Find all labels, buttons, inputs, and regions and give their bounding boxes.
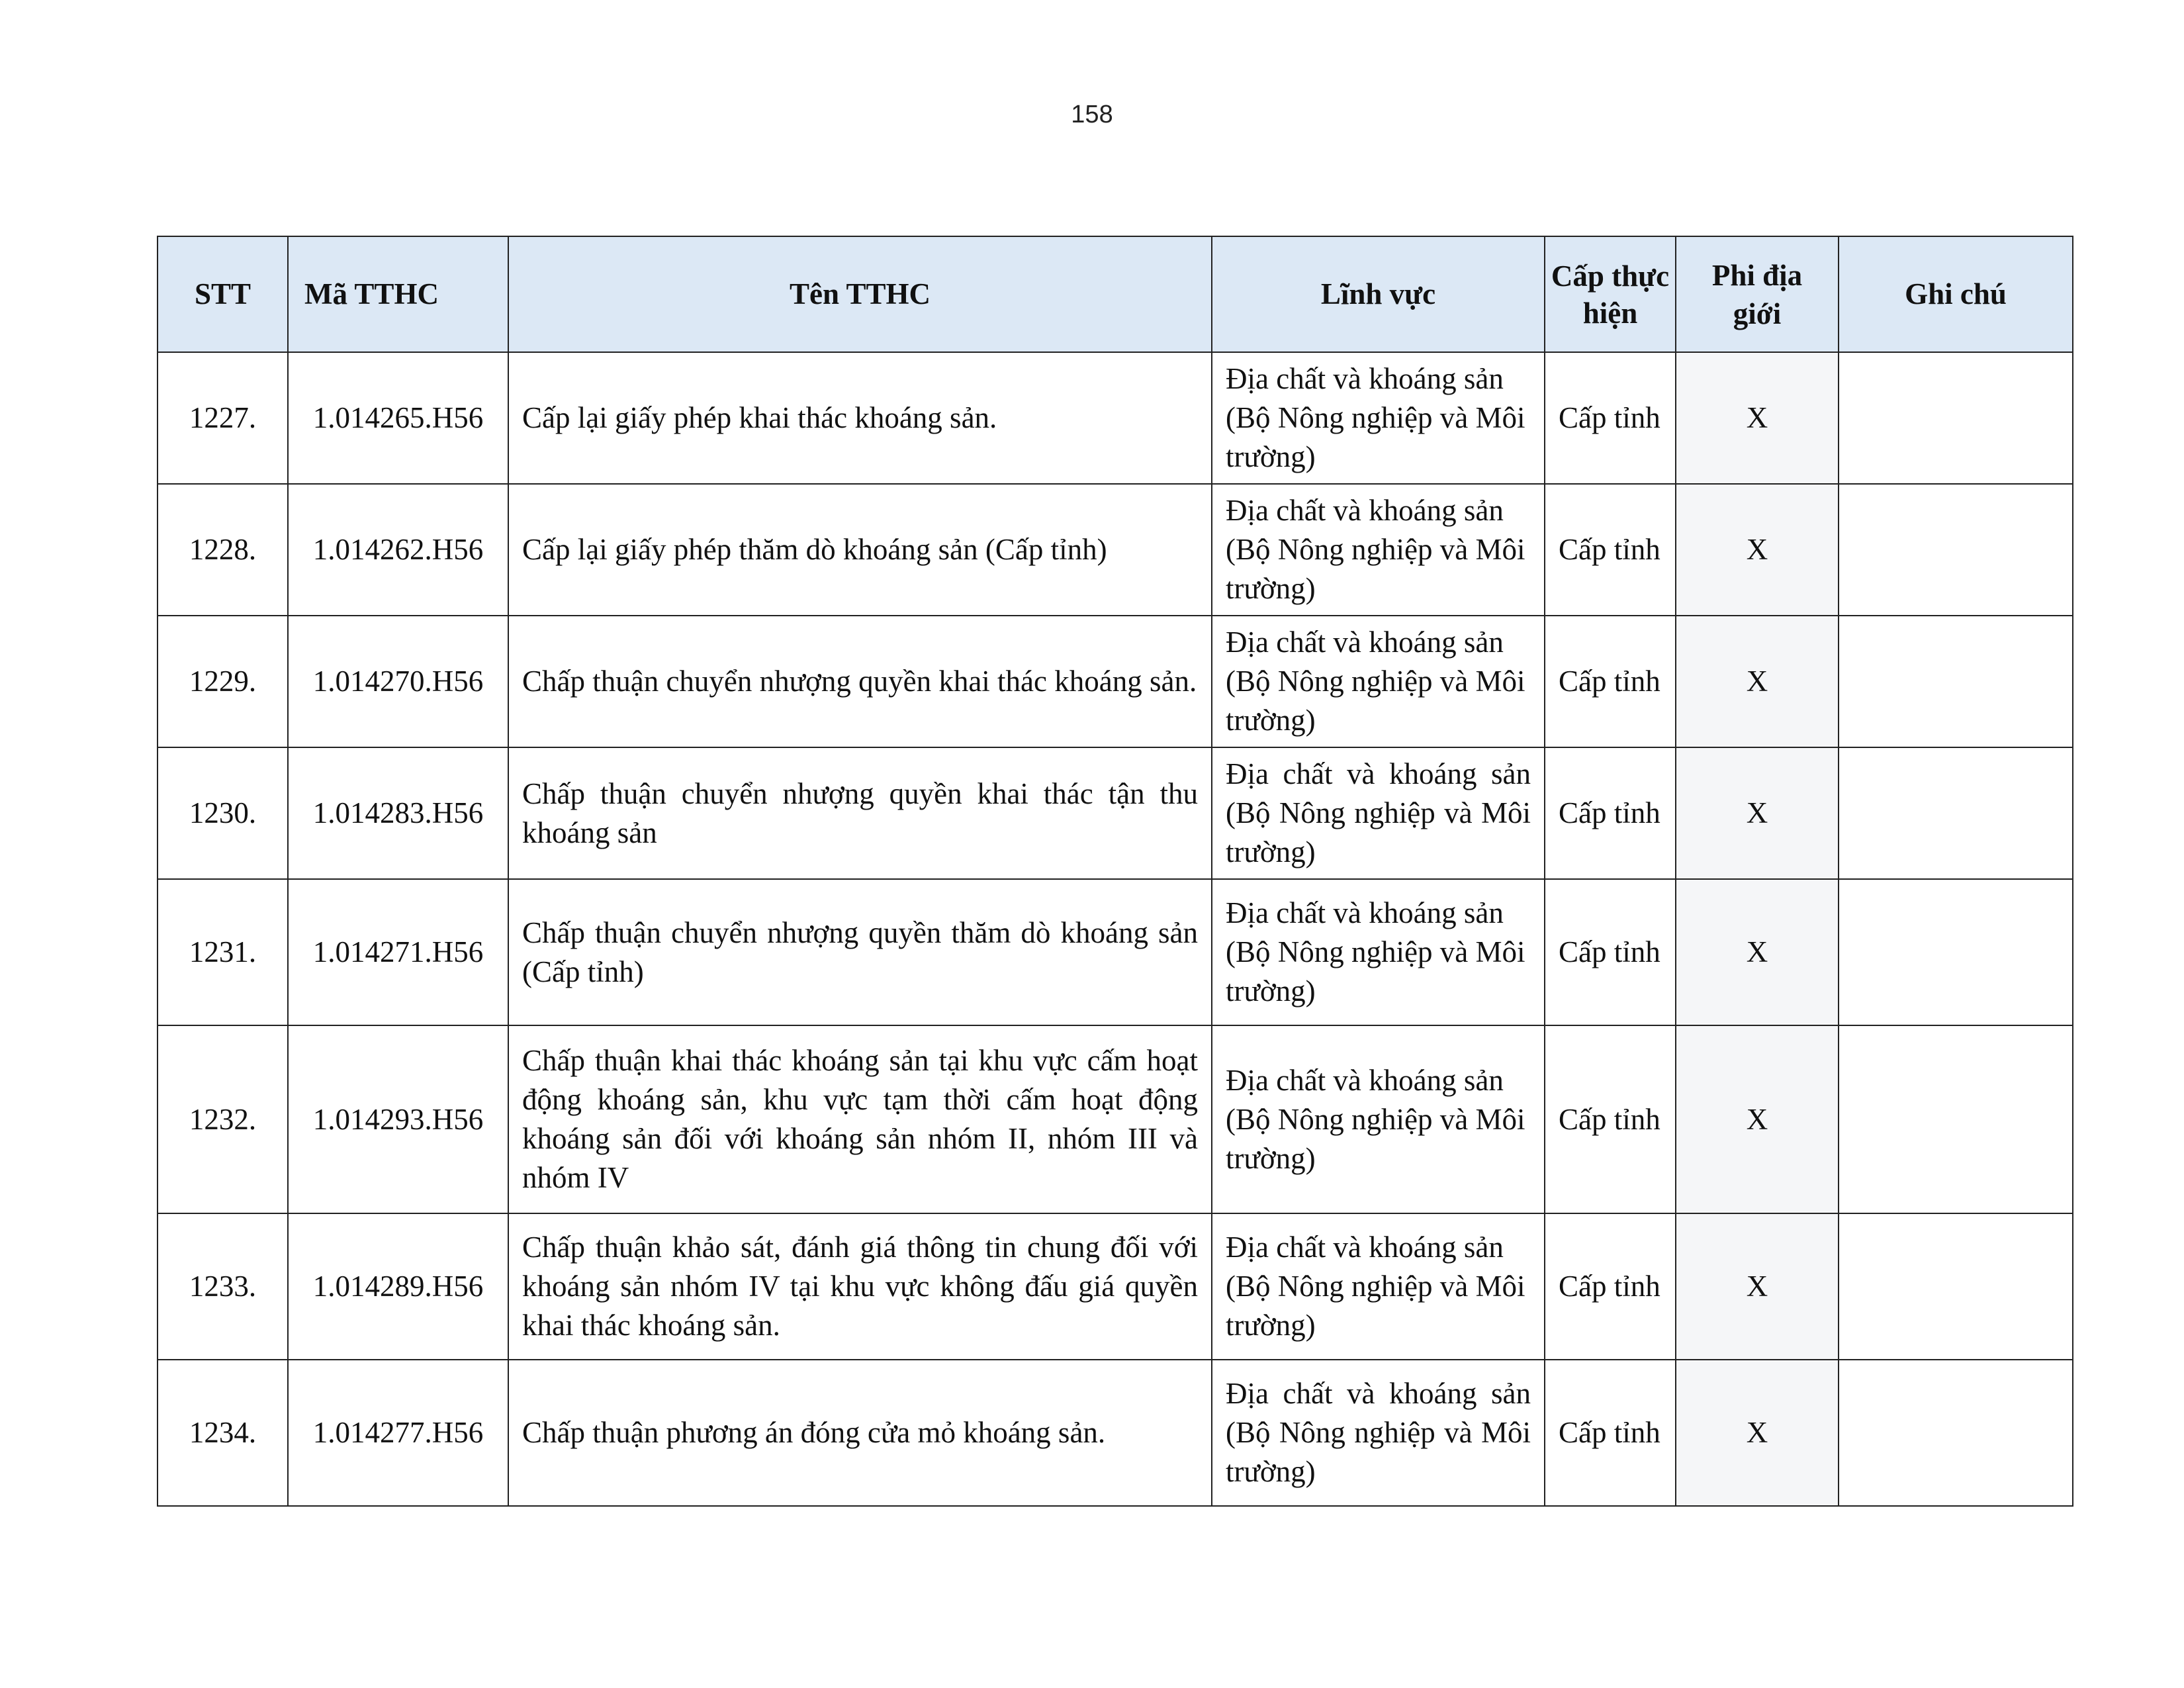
procedures-table [157,236,2073,1507]
cell-linh-vuc: Địa chất và khoáng sản (Bộ Nông nghiệp và Môi trường) [1212,747,1545,879]
cell-ma-tthc: 1.014289.H56 [288,1213,508,1360]
cell-cap-thuc-hien: Cấp tỉnh [1545,747,1676,879]
cell-ma-tthc: 1.014283.H56 [288,747,508,879]
cell-stt: 1234. [158,1360,288,1506]
table-row [158,484,2073,616]
cell-cap-thuc-hien: Cấp tỉnh [1545,484,1676,616]
cell-ten-tthc: Chấp thuận chuyển nhượng quyền thăm dò khoáng sản (Cấp tỉnh) [508,879,1212,1025]
cell-ghi-chu [1839,1213,2073,1360]
cell-ma-tthc: 1.014270.H56 [288,616,508,747]
cell-phi-dia-gioi: X [1676,1360,1839,1506]
table-row [158,1360,2073,1506]
cell-cap-thuc-hien: Cấp tỉnh [1545,616,1676,747]
table-row [158,879,2073,1025]
cell-phi-dia-gioi: X [1676,352,1839,484]
cell-linh-vuc: Địa chất và khoáng sản (Bộ Nông nghiệp và Môi trường) [1212,484,1545,616]
cell-ten-tthc: Chấp thuận chuyển nhượng quyền khai thác tận thu khoáng sản [508,747,1212,879]
cell-ghi-chu [1839,616,2073,747]
cell-ten-tthc: Cấp lại giấy phép khai thác khoáng sản. [508,352,1212,484]
cell-phi-dia-gioi: X [1676,484,1839,616]
cell-ma-tthc: 1.014277.H56 [288,1360,508,1506]
table-row [158,1025,2073,1213]
header-phi-dia-gioi: Phi địa giới [1676,236,1839,352]
cell-phi-dia-gioi: X [1676,1213,1839,1360]
cell-stt: 1232. [158,1025,288,1213]
cell-ghi-chu [1839,1025,2073,1213]
cell-ghi-chu [1839,1360,2073,1506]
header-stt: STT [158,236,288,352]
cell-ten-tthc: Chấp thuận khảo sát, đánh giá thông tin chung đối với khoáng sản nhóm IV tại khu vực không đấu giá quyền khai thác khoáng sản. [508,1213,1212,1360]
cell-ma-tthc: 1.014265.H56 [288,352,508,484]
cell-linh-vuc: Địa chất và khoáng sản (Bộ Nông nghiệp và Môi trường) [1212,616,1545,747]
table-row [158,616,2073,747]
cell-ten-tthc: Chấp thuận phương án đóng cửa mỏ khoáng sản. [508,1360,1212,1506]
cell-ghi-chu [1839,879,2073,1025]
cell-ten-tthc: Cấp lại giấy phép thăm dò khoáng sản (Cấp tỉnh) [508,484,1212,616]
cell-phi-dia-gioi: X [1676,616,1839,747]
header-ten-tthc: Tên TTHC [508,236,1212,352]
cell-ghi-chu [1839,747,2073,879]
cell-stt: 1229. [158,616,288,747]
cell-cap-thuc-hien: Cấp tỉnh [1545,879,1676,1025]
cell-phi-dia-gioi: X [1676,1025,1839,1213]
cell-linh-vuc: Địa chất và khoáng sản (Bộ Nông nghiệp và Môi trường) [1212,1025,1545,1213]
cell-ghi-chu [1839,484,2073,616]
table-row [158,1213,2073,1360]
header-ma-tthc: Mã TTHC [288,236,508,352]
cell-cap-thuc-hien: Cấp tỉnh [1545,352,1676,484]
cell-phi-dia-gioi: X [1676,879,1839,1025]
cell-linh-vuc: Địa chất và khoáng sản (Bộ Nông nghiệp và Môi trường) [1212,352,1545,484]
cell-ma-tthc: 1.014293.H56 [288,1025,508,1213]
cell-ma-tthc: 1.014262.H56 [288,484,508,616]
cell-cap-thuc-hien: Cấp tỉnh [1545,1360,1676,1506]
header-ghi-chu: Ghi chú [1839,236,2073,352]
table-header-row [158,236,2073,352]
cell-stt: 1227. [158,352,288,484]
cell-stt: 1230. [158,747,288,879]
cell-ten-tthc: Chấp thuận chuyển nhượng quyền khai thác khoáng sản. [508,616,1212,747]
header-cap-thuc-hien: Cấp thực hiện [1545,236,1676,352]
cell-phi-dia-gioi: X [1676,747,1839,879]
table-row [158,352,2073,484]
table-row [158,747,2073,879]
cell-ghi-chu [1839,352,2073,484]
page-number: 158 [1071,101,1113,128]
cell-stt: 1231. [158,879,288,1025]
cell-stt: 1228. [158,484,288,616]
cell-ten-tthc: Chấp thuận khai thác khoáng sản tại khu vực cấm hoạt động khoáng sản, khu vực tạm thời cấm hoạt động khoáng sản đối với khoáng sản nhóm II, nhóm III và nhóm IV [508,1025,1212,1213]
cell-linh-vuc: Địa chất và khoáng sản (Bộ Nông nghiệp và Môi trường) [1212,1360,1545,1506]
cell-ma-tthc: 1.014271.H56 [288,879,508,1025]
cell-cap-thuc-hien: Cấp tỉnh [1545,1213,1676,1360]
header-linh-vuc: Lĩnh vực [1212,236,1545,352]
cell-cap-thuc-hien: Cấp tỉnh [1545,1025,1676,1213]
cell-linh-vuc: Địa chất và khoáng sản (Bộ Nông nghiệp và Môi trường) [1212,1213,1545,1360]
cell-linh-vuc: Địa chất và khoáng sản (Bộ Nông nghiệp và Môi trường) [1212,879,1545,1025]
cell-stt: 1233. [158,1213,288,1360]
